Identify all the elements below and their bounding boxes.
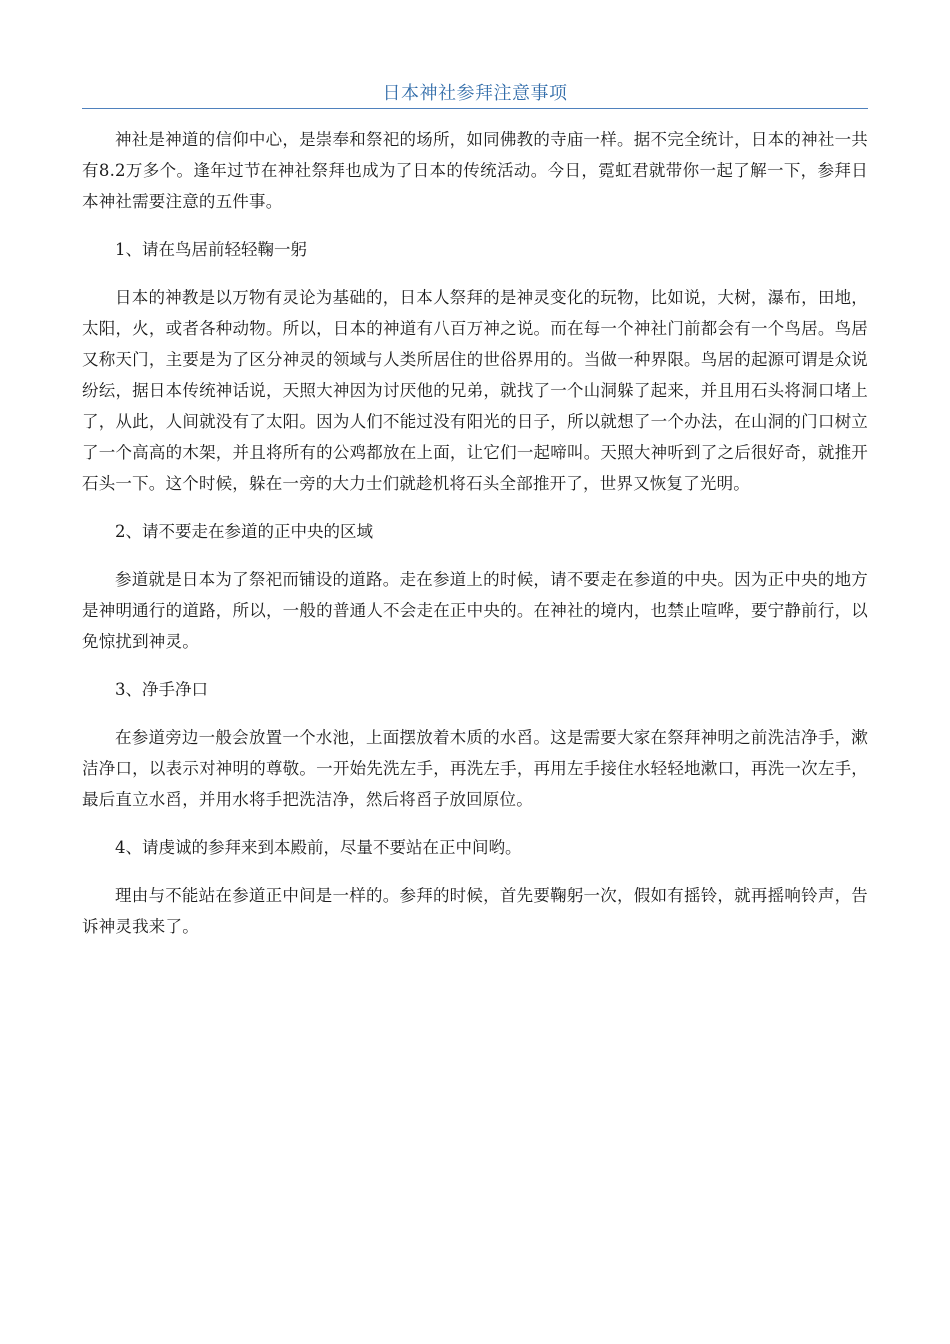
section-heading: 1、请在鸟居前轻轻鞠一躬: [115, 240, 307, 259]
section-heading: 4、请虔诚的参拜来到本殿前，尽量不要站在正中间哟。: [115, 838, 522, 857]
section-heading: 2、请不要走在参道的正中央的区域: [115, 522, 373, 541]
intro-paragraph: 神社是神道的信仰中心，是崇奉和祭祀的场所，如同佛教的寺庙一样。据不完全统计，日本的神社一共有8.2万多个。逢年过节在神社祭拜也成为了日本的传统活动。今日，霓虹君就带你一起了解一下，参拜日本神社需要注意的五件事。: [82, 130, 868, 211]
section-paragraph: 日本的神教是以万物有灵论为基础的，日本人祭拜的是神灵变化的玩物，比如说，大树，瀑布，田地，太阳，火，或者各种动物。所以，日本的神道有八百万神之说。而在每一个神社门前都会有一个鸟居。鸟居又称天门，主要是为了区分神灵的领域与人类所居住的世俗界用的。当做一种界限。鸟居的起源可谓是众说纷纭，据日本传统神话说，天照大神因为讨厌他的兄弟，就找了一个山洞躲了起来，并且用石头将洞口堵上了，从此，人间就没有了太阳。因为人们不能过没有阳光的日子，所以就想了一个办法，在山洞的门口树立了一个高高的木架，并且将所有的公鸡都放在上面，让它们一起啼叫。天照大神听到了之后很好奇，就推开石头一下。这个时候，躲在一旁的大力士们就趁机将石头全部推开了，世界又恢复了光明。: [82, 288, 868, 493]
document-title: 日本神社参拜注意事项: [382, 83, 568, 104]
section-heading: 3、净手净口: [115, 680, 208, 699]
document-body: [82, 124, 868, 959]
section-paragraph: 参道就是日本为了祭祀而铺设的道路。走在参道上的时候，请不要走在参道的中央。因为正中央的地方是神明通行的道路，所以，一般的普通人不会走在正中央的。在神社的境内，也禁止喧哗，要宁静前行，以免惊扰到神灵。: [82, 570, 868, 651]
title-underline: [82, 108, 868, 109]
section-paragraph: 在参道旁边一般会放置一个水池，上面摆放着木质的水舀。这是需要大家在祭拜神明之前洗洁净手，漱洁净口，以表示对神明的尊敬。一开始先洗左手，再洗左手，再用左手接住水轻轻地漱口，再洗一次左手，最后直立水舀，并用水将手把洗洁净，然后将舀子放回原位。: [82, 728, 868, 809]
section-paragraph: 理由与不能站在参道正中间是一样的。参拜的时候，首先要鞠躬一次，假如有摇铃，就再摇响铃声，告诉神灵我来了。: [82, 886, 868, 936]
